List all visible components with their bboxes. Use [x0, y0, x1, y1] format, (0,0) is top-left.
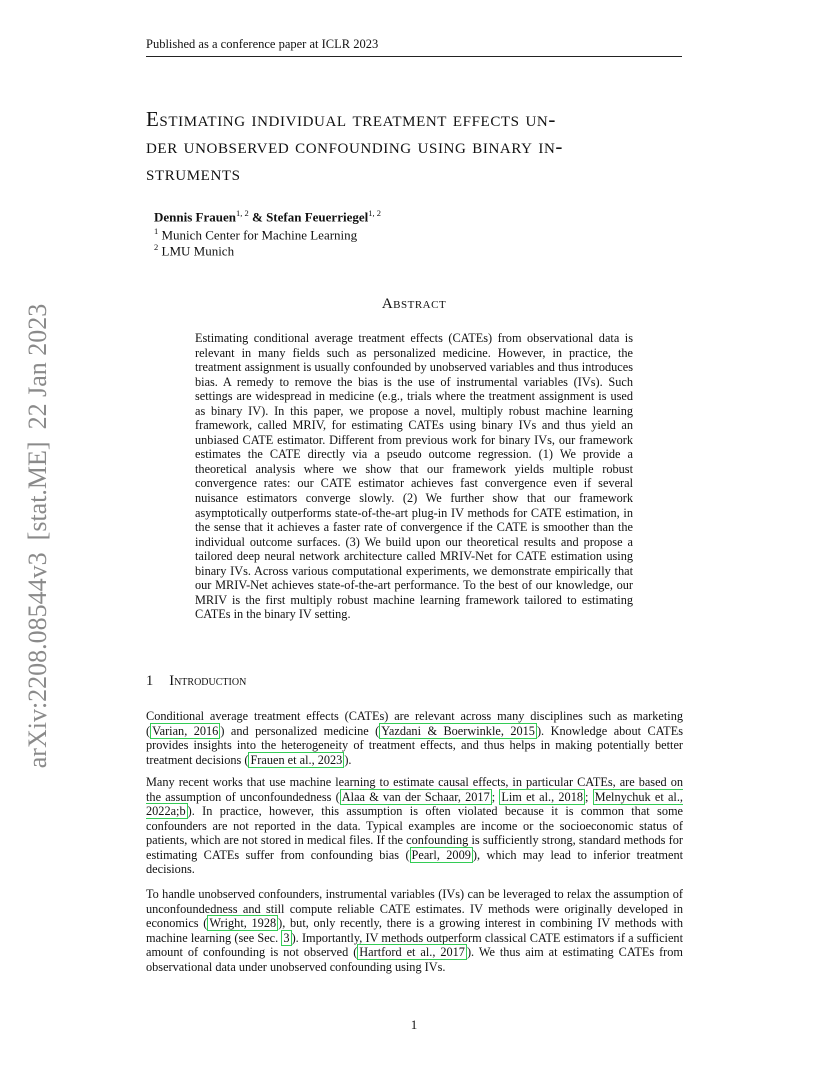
paragraph-text: ). Knowledge about CATEs provides insights into the heterogeneity of treatment effects, and thus helps in making potentially better treatment decisions (	[146, 723, 683, 767]
abstract-text: Estimating conditional average treatment effects (CATEs) from observational data is relevant in many fields such as personalized medicine. However, in practice, the treatment assignment is usually confounded by unobserved variables and thus introduces bias. A remedy to remove the bias is the use of instrumental variables (IVs). Such settings are widespread in medicine (e.g., trials where the treatment assignment is used as binary IV). In this paper, we propose a novel, multiply robust machine learning framework, called MRIV, for estimating CATEs using binary IVs and thus yield an unbiased CATE estimator. Different from previous work for binary IVs, our framework estimates the CATE directly via a pseudo outcome regression. (1) We provide a theoretical analysis where we show that our framework yields multiple robust convergence rates: our CATE estimator achieves fast convergence even if several nuisance estimators converge slowly. (2) We further show that our framework asymptotically outperforms state-of-the-art plug-in IV methods for CATE estimation, in the sense that it achieves a faster rate of convergence if the CATE is smoother than the individual outcome surfaces. (3) We build upon our theoretical results and propose a tailored deep neural network architecture called MRIV-Net for CATE estimation using binary IVs. Across various computational experiments, we demonstrate empirically that our MRIV-Net achieves state-of-the-art performance. To the best of our knowledge, our MRIV is the first multiply robust machine learning framework tailored to estimating CATEs in the binary IV setting.	[195, 331, 633, 622]
page-number: 1	[410, 1017, 418, 1032]
citation-link[interactable]: Wright, 1928	[209, 916, 277, 931]
paragraph-text: ). Importantly, IV methods outperform classical CATE estimators if a sufficient amount of confounding is not observed (	[146, 930, 683, 960]
affiliation	[154, 226, 357, 243]
citation-link[interactable]: Melnychuk et al., 2022a;b	[146, 789, 683, 819]
arxiv-category: [stat.ME]	[23, 441, 52, 541]
citation-link[interactable]: Hartford et al., 2017	[359, 945, 465, 960]
affiliation-name: Munich Center for Machine Learning	[161, 227, 358, 243]
abstract-heading: Abstract	[381, 296, 447, 312]
paragraph-text: ).	[344, 752, 352, 767]
intro-paragraph	[146, 709, 683, 767]
paper-title	[146, 106, 691, 187]
paragraph-text: Many recent works that use machine learning to estimate causal effects, in particular CATEs, are based on the assumption of unconfoundedness (	[146, 775, 683, 804]
intro-paragraph	[146, 775, 683, 877]
arxiv-stamp	[23, 292, 53, 769]
citation-link[interactable]: Pearl, 2009	[411, 847, 471, 862]
arxiv-date: 22 Jan 2023	[23, 303, 52, 430]
paragraph-text: ), but, only recently, there is a growing interest in combining IV methods with machine learning (see Sec.	[146, 916, 683, 945]
citation-link[interactable]: Lim et al., 2018	[501, 789, 584, 804]
citation-link[interactable]: Yazdani & Boerwinkle, 2015	[381, 723, 535, 738]
title-line: Estimating individual treatment effects un-	[146, 107, 556, 131]
section-heading	[146, 673, 246, 690]
author-list	[154, 208, 381, 225]
citation-link[interactable]: Alaa & van der Schaar, 2017	[341, 789, 490, 804]
author-connector: &	[248, 209, 267, 225]
citation-link[interactable]: Varian, 2016	[152, 723, 219, 738]
paragraph-text: ). We thus aim at estimating CATEs from observational data under unobserved confounding using IVs.	[146, 945, 683, 974]
section-number: 1	[146, 673, 154, 689]
section-reference-link[interactable]: 3	[283, 930, 290, 945]
author-affiliation-marker: 1, 2	[235, 208, 249, 218]
paragraph-text: ;	[491, 789, 500, 804]
affiliation	[154, 242, 234, 259]
title-line: struments	[146, 161, 241, 185]
paragraph-text: ;	[585, 789, 593, 804]
paragraph-text: ). In practice, however, this assumption is often violated because it is common that some confounders are not reported in the data. Typical examples are income or the socioeconomic status of patients, which are not stored in medical files. If the confounding is sufficiently strong, standard methods for estimating CATEs suffer from confounding bias (	[146, 804, 683, 862]
section-title: Introduction	[169, 673, 247, 689]
author-affiliation-marker: 1, 2	[368, 208, 381, 218]
author-name: Stefan Feuerriegel	[266, 209, 369, 225]
affiliation-marker: 1	[154, 226, 159, 236]
affiliation-marker: 2	[154, 242, 159, 252]
paragraph-text: Conditional average treatment effects (CATEs) are relevant across many disciplines such as marketing (	[146, 709, 683, 738]
paragraph-text: ) and personalized medicine (	[220, 723, 380, 738]
affiliation-name: LMU Munich	[161, 243, 235, 259]
running-header: Published as a conference paper at ICLR 2023	[146, 37, 682, 57]
intro-paragraph	[146, 887, 683, 974]
title-line: der unobserved confounding using binary in-	[146, 134, 564, 158]
paragraph-text: To handle unobserved confounders, instrumental variables (IVs) can be leveraged to relax the assumption of unconfoundedness and still compute reliable CATE estimates. IV methods were originally developed in economics (	[146, 887, 683, 931]
author-name: Dennis Frauen	[154, 209, 236, 225]
arxiv-id[interactable]: arXiv:2208.08544v3	[23, 552, 52, 769]
paragraph-text: ), which may lead to inferior treatment decisions.	[146, 847, 684, 877]
citation-link[interactable]: Frauen et al., 2023	[250, 752, 343, 767]
